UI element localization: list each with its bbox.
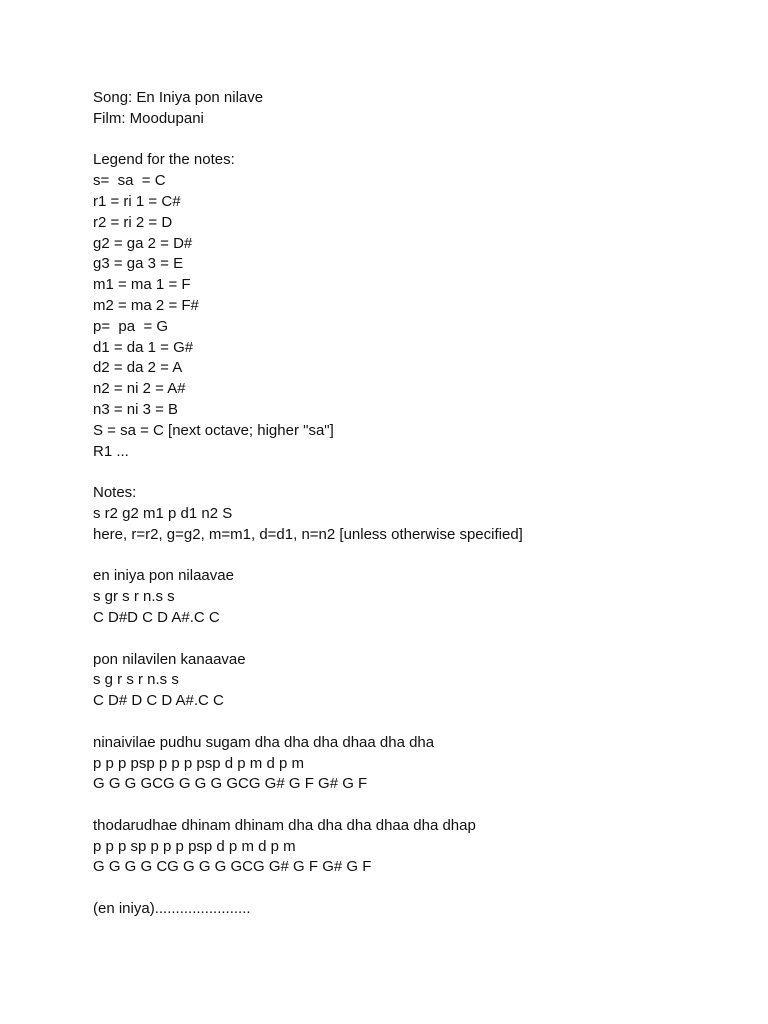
verse-lyric: pon nilavilen kanaavae [93, 650, 246, 668]
film-title: Film: Moodupani [93, 109, 204, 127]
legend-item: m1 = ma 1 = F [93, 276, 191, 294]
legend-item: r2 = ri 2 = D [93, 213, 173, 231]
legend-item: n3 = ni 3 = B [93, 400, 179, 418]
verse-swara: p p p sp p p p psp d p m d p m [93, 837, 296, 855]
song-title: Song: En Iniya pon nilave [93, 89, 264, 106]
notes-rule: here, r=r2, g=g2, m=m1, d=d1, n=n2 [unless otherwise specified] [93, 525, 523, 543]
verse-lyric: en iniya pon nilaavae [93, 567, 234, 585]
legend-item: m2 = ma 2 = F# [93, 296, 199, 314]
legend-item: p= pa = G [93, 317, 169, 335]
notes-scale: s r2 g2 m1 p d1 n2 S [93, 504, 233, 522]
spacer [93, 878, 733, 899]
spacer [93, 712, 733, 733]
legend-item: d1 = da 1 = G# [93, 338, 194, 356]
spacer [93, 795, 733, 816]
legend-item: g2 = ga 2 = D# [93, 234, 193, 252]
document-body [93, 88, 733, 920]
verse-western: C D# D C D A#.C C [93, 692, 224, 710]
notes-heading: Notes: [93, 484, 137, 502]
legend-item: n2 = ni 2 = A# [93, 380, 186, 398]
spacer [93, 546, 733, 567]
verse-swara: p p p psp p p p psp d p m d p m [93, 754, 304, 772]
verse-western: C D#D C D A#.C C [93, 608, 220, 626]
verse-lyric: ninaivilae pudhu sugam dha dha dha dhaa dha dha [93, 733, 435, 751]
spacer [93, 629, 733, 650]
verse-swara: s g r s r n.s s [93, 671, 179, 689]
legend-item: S = sa = C [next octave; higher "sa"] [93, 421, 334, 439]
legend-item: r1 = ri 1 = C# [93, 192, 181, 210]
verse-swara: s gr s r n.s s [93, 588, 175, 606]
spacer [93, 462, 733, 483]
verse-western: G G G G CG G G G GCG G# G F G# G F [93, 858, 372, 876]
legend-item: d2 = da 2 = A [93, 359, 183, 377]
ending-line: (en iniya)....................... [93, 900, 251, 918]
legend-item: g3 = ga 3 = E [93, 255, 184, 273]
verse-western: G G G GCG G G G GCG G# G F G# G F [93, 775, 368, 793]
legend-item: R1 ... [93, 442, 129, 460]
spacer [93, 130, 733, 151]
legend-item: s= sa = C [93, 172, 166, 190]
legend-heading: Legend for the notes: [93, 151, 235, 169]
verse-lyric: thodarudhae dhinam dhinam dha dha dha dhaa dha dhap [93, 816, 476, 834]
